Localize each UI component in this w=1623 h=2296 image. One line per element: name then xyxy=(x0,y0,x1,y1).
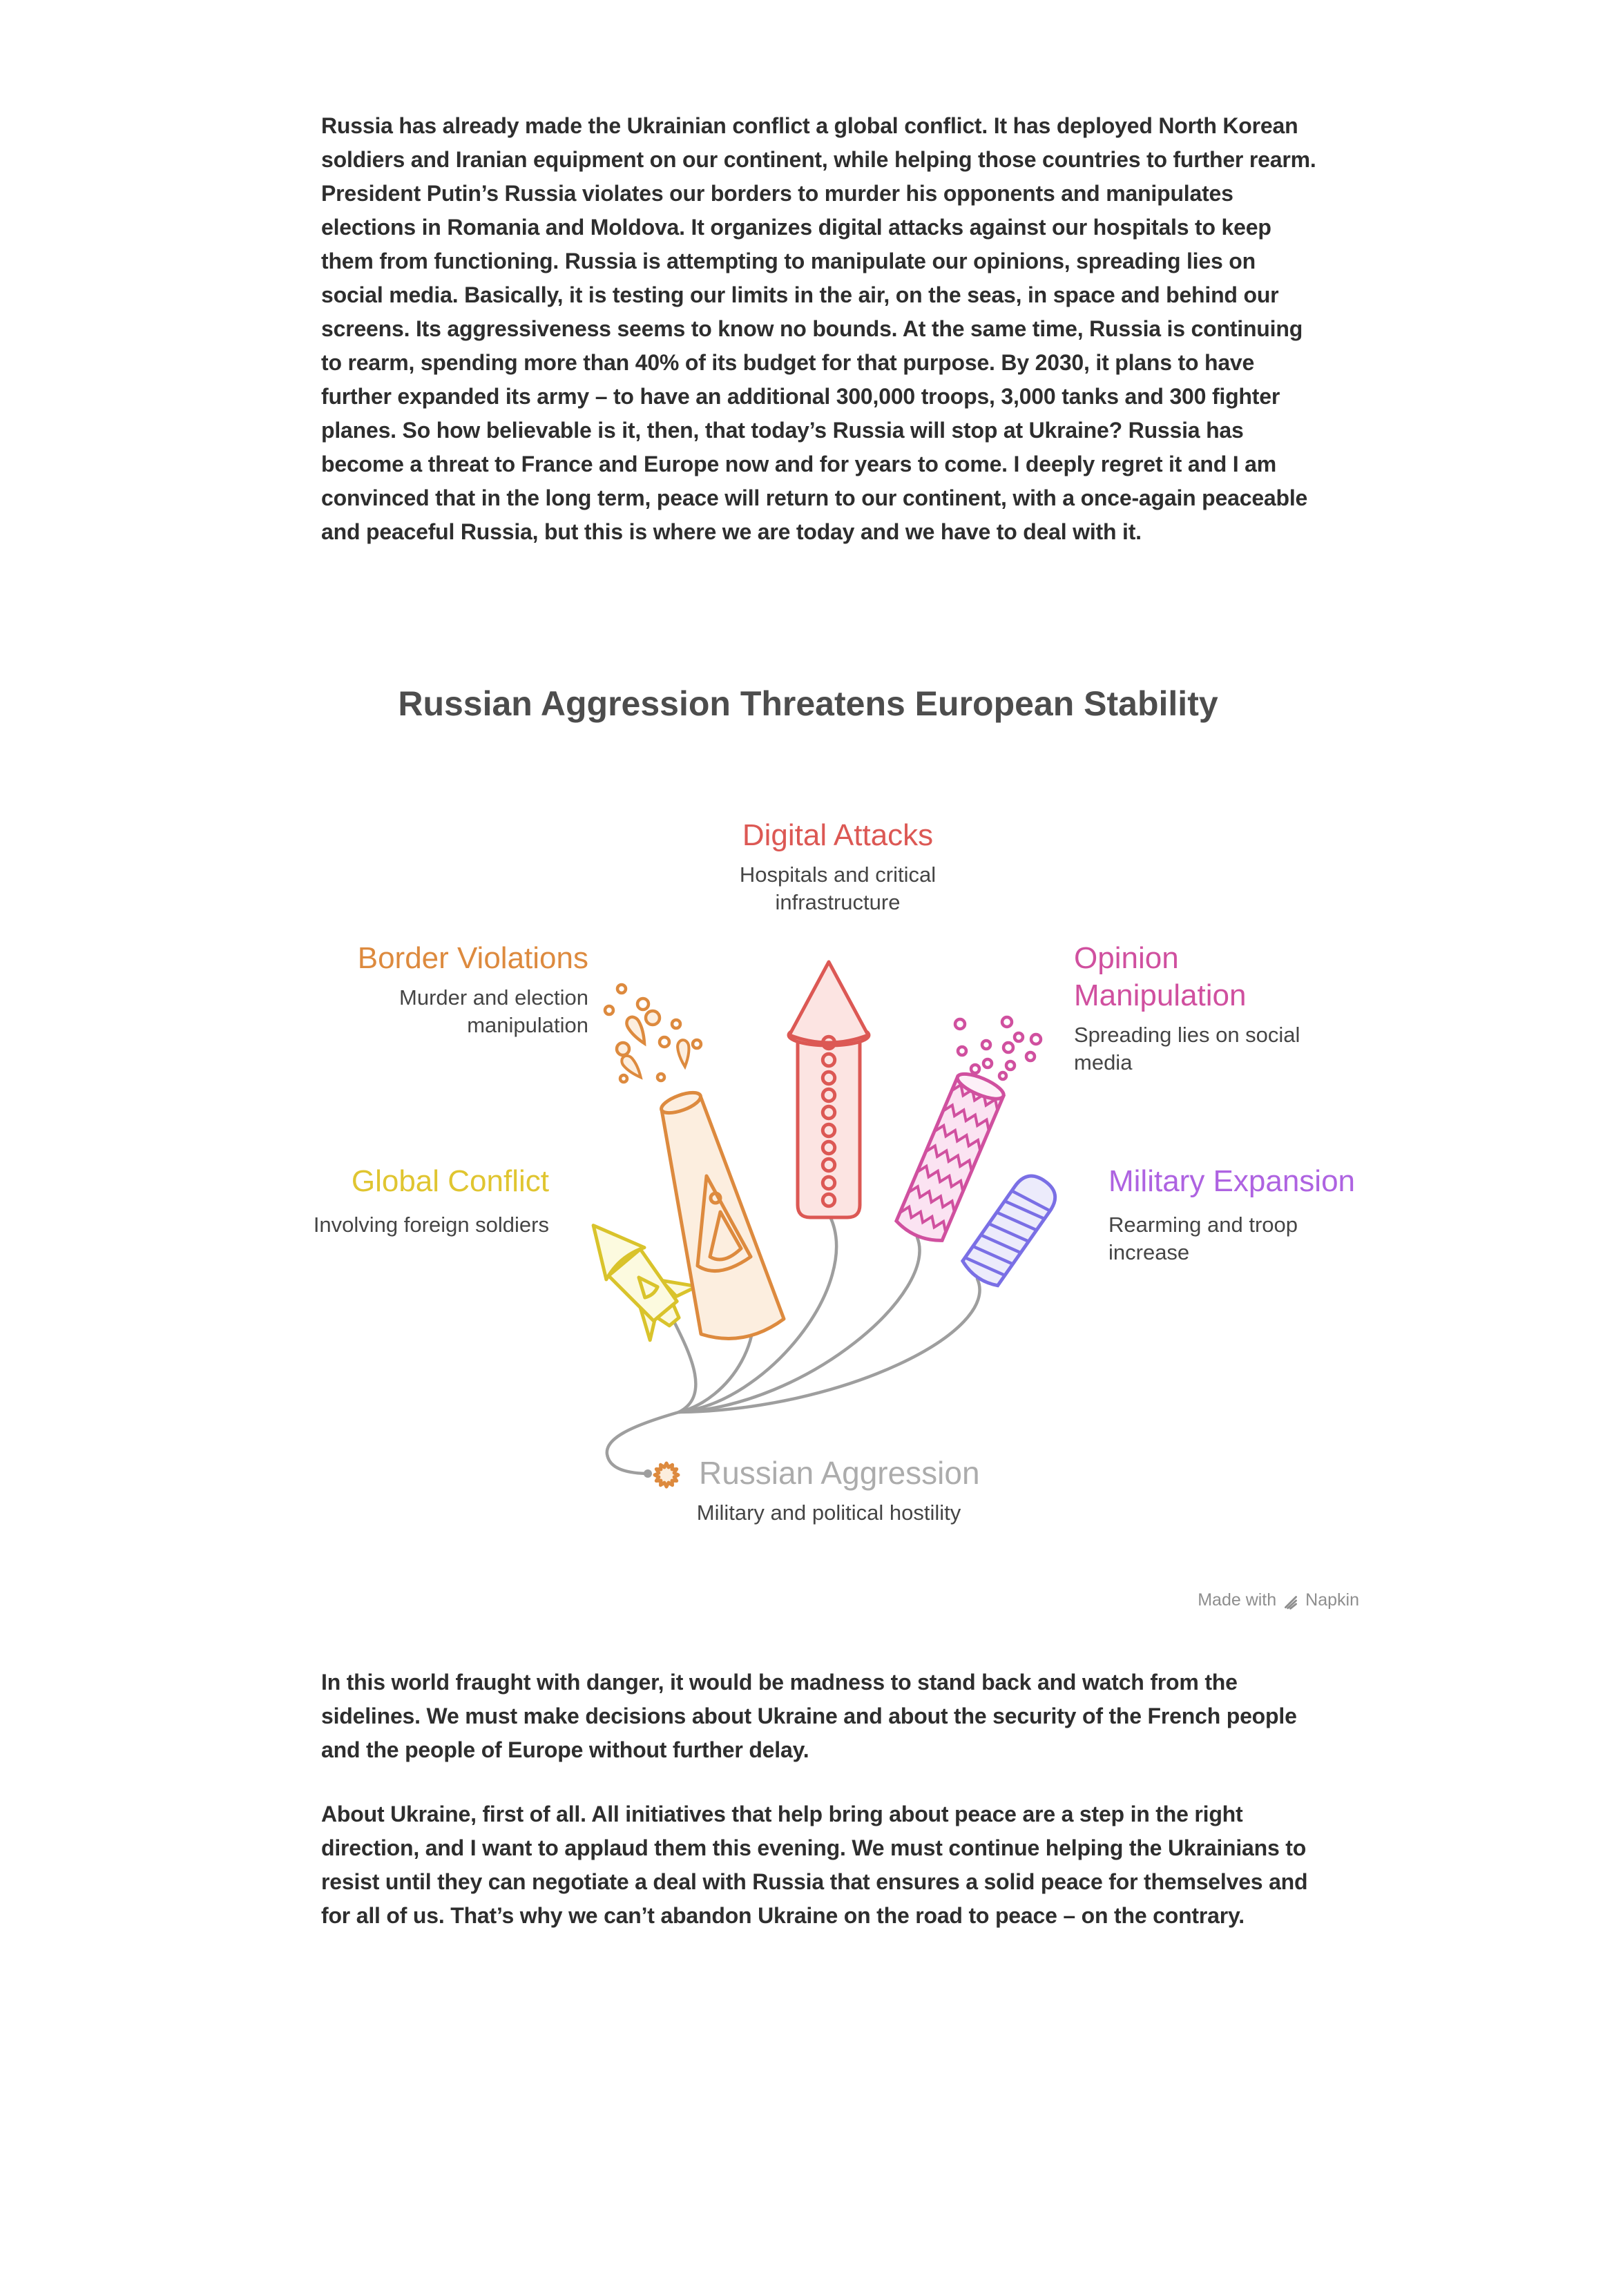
diagram-title: Russian Aggression Threatens European Stability xyxy=(398,684,1218,723)
connector-curves xyxy=(607,1217,980,1474)
node-digital-attacks xyxy=(700,817,976,916)
node-global-conflict xyxy=(273,1163,549,1239)
credit-prefix: Made with xyxy=(1198,1590,1277,1610)
node-description: Involving foreign soldiers xyxy=(313,1213,549,1237)
node-title: Opinion Manipulation xyxy=(1074,941,1247,1012)
red-rocket-illustration xyxy=(789,962,869,1217)
node-title: Border Violations xyxy=(357,941,588,975)
made-with-napkin-credit[interactable] xyxy=(1198,1590,1359,1610)
napkin-logo-icon xyxy=(1282,1592,1300,1610)
node-opinion-manipulation xyxy=(1074,940,1312,1077)
node-title: Global Conflict xyxy=(351,1164,549,1198)
center-node-description: Military and political hostility xyxy=(696,1501,961,1525)
credit-brand: Napkin xyxy=(1305,1590,1359,1610)
connector-end-dot xyxy=(644,1469,652,1478)
paragraph-russia-threat: Russia has already made the Ukrainian conflict a global conflict. It has deployed North Korean soldiers and Iranian equipment on our continent, while helping those countries to further rearm. President Putin’s Russia violates our borders to murder his opponents and manipulates elections in Romania and Moldova. It organizes digital attacks against our hospitals to keep them from functioning. Russia is attempting to manipulate our opinions, spreading lies on social media. Basically, it is testing our limits in the air, on the seas, in space and behind our screens. Its aggressiveness seems to know no bounds. At the same time, Russia is continuing to rearm, spending more than 40% of its budget for that purpose. By 2030, it plans to have further expanded its army – to have an additional 300,000 troops, 3,000 tanks and 300 fighter planes. So how believable is it, then, that today’s Russia will stop at Ukraine? Russia has become a threat to France and Europe now and for years to come. I deeply regret it and I am convinced that in the long term, peace will return to our continent, with a once-again peaceable and peaceful Russia, but this is where we are today and we have to deal with it. xyxy=(321,113,1316,544)
orange-sparks xyxy=(605,985,701,1082)
node-description: Spreading lies on social media xyxy=(1074,1023,1300,1074)
node-description: Hospitals and critical infrastructure xyxy=(739,862,937,914)
node-military-expansion xyxy=(1108,1163,1426,1266)
node-description: Rearming and troop increase xyxy=(1108,1213,1298,1264)
sunburst-icon xyxy=(655,1463,678,1487)
center-node-title: Russian Aggression xyxy=(699,1455,980,1491)
purple-firecracker-illustration xyxy=(960,1169,1062,1290)
paragraph-about-ukraine: About Ukraine, first of all. All initiatives that help bring about peace are a step in the right direction, and I want to applaud them this evening. We must continue helping the Ukrainians to resist until they can negotiate a deal with Russia that ensures a solid peace for themselves and for all of us. That’s why we can’t abandon Ukraine on the road to peace – on the contrary. xyxy=(321,1802,1308,1928)
node-title: Digital Attacks xyxy=(742,818,934,852)
node-title: Military Expansion xyxy=(1108,1164,1356,1198)
paragraph-world-danger: In this world fraught with danger, it would be madness to stand back and watch from the sidelines. We must make decisions about Ukraine and about the security of the French people and the people of Europe without further delay. xyxy=(321,1670,1297,1762)
node-description: Murder and election manipulation xyxy=(399,985,588,1037)
pink-confetti xyxy=(955,1017,1041,1079)
node-border-violations xyxy=(312,940,588,1039)
